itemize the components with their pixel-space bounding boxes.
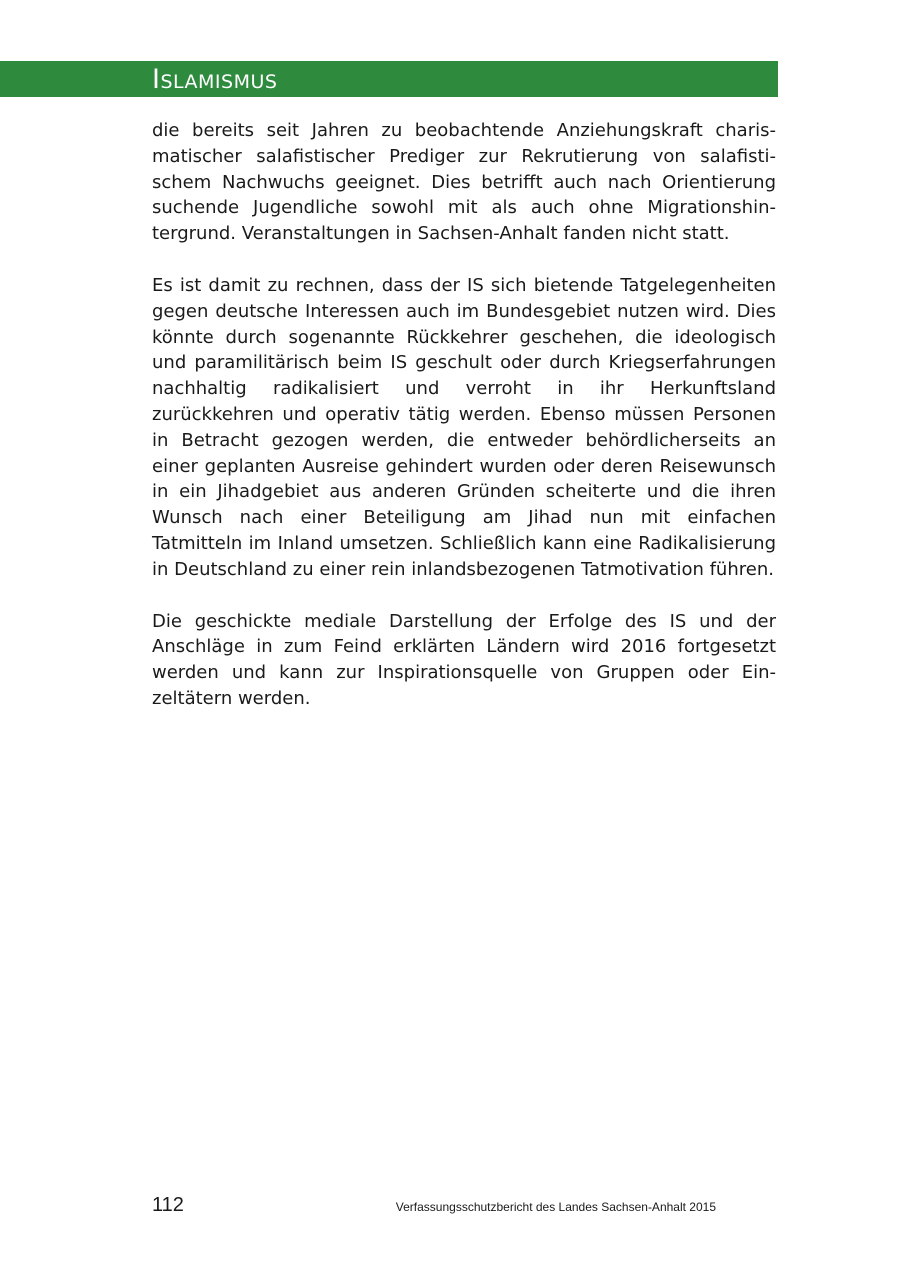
- paragraph: die bereits seit Jahren zu beobachtende Anziehungskraft charismatischer salafistischer Prediger zur Rekrutierung von salafistischem Nachwuchs geeignet. Dies betrifft auch nach Orientierung suchende Jugendliche sowohl mit als auch ohne Migrationshintergrund. Veranstaltungen in Sachsen-Anhalt fanden nicht statt.: [152, 120, 776, 245]
- body-text: [152, 118, 776, 738]
- section-header-banner: [0, 61, 778, 97]
- publication-title: Verfassungsschutzbericht des Landes Sachsen-Anhalt 2015: [395, 1200, 716, 1214]
- paragraph: Es ist damit zu rechnen, dass der IS sich bietende Tatgelegenheiten gegen deutsche Interessen auch im Bundesgebiet nutzen wird. Dies könnte durch sogenannte Rückkehrer geschehen, die ideologisch und paramilitärisch beim IS geschult oder durch Kriegserfahrungen nachhaltig radikalisiert und verroht in ihr Herkunftsland zurückkehren und operativ tätig werden. Ebenso müssen Personen in Betracht gezogen werden, die entweder behördlicherseits an einer geplanten Ausreise gehindert wurden oder deren Reisewunsch in ein Jihadgebiet aus anderen Gründen scheiterte und die ihren Wunsch nach einer Beteiligung am Jihad nun mit einfachen Tatmitteln im Inland umsetzen. Schließlich kann eine Radikalisierung in Deutschland zu einer rein inlandsbezogenen Tatmotivation führen.: [152, 274, 776, 580]
- page-footer: [152, 1193, 716, 1219]
- paragraph: Die geschickte mediale Darstellung der Erfolge des IS und der Anschläge in zum Feind erklärten Ländern wird 2016 fortgesetzt werden und kann zur Inspirationsquelle von Gruppen oder Einzeltätern werden.: [152, 610, 776, 709]
- page-number: 112: [152, 1194, 184, 1216]
- section-title: Islamismus: [152, 64, 278, 95]
